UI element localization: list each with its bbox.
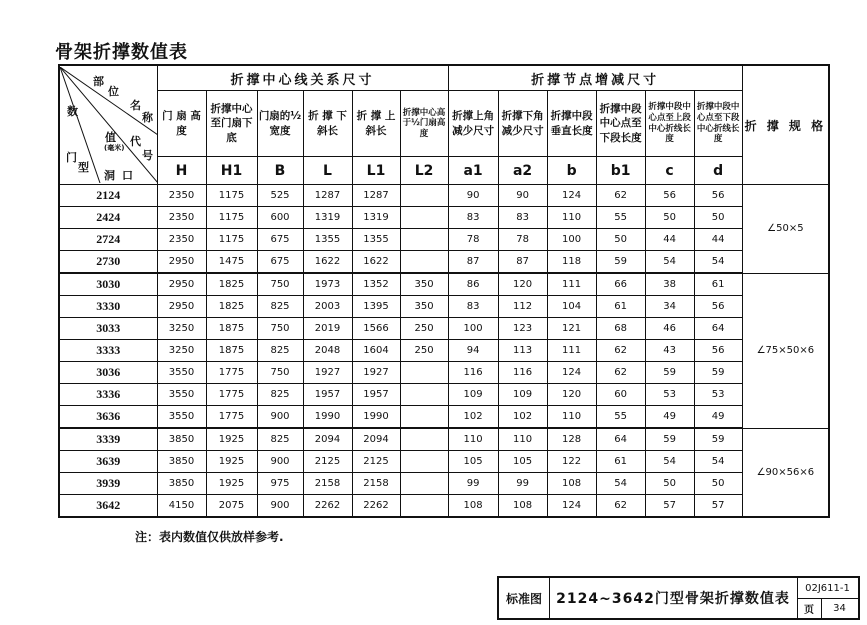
door-type-cell: 3639 [59,451,157,473]
value-cell: 116 [448,362,498,384]
value-cell: 108 [547,473,596,495]
code-11: d [694,157,742,185]
subhead-7: 折撑下角减少尺寸 [498,91,547,157]
value-cell: 1775 [206,362,257,384]
subhead-10: 折撑中段中心点至上段中心折线长度 [645,91,694,157]
code-3: L [303,157,352,185]
title-block-page: 34 [833,602,846,614]
value-cell: 1775 [206,406,257,429]
value-cell: 109 [448,384,498,406]
corner-wei: 位 [108,85,119,98]
subhead-11: 折撑中段中心点至下段中心折线长度 [694,91,742,157]
subhead-2: 门扇的½宽度 [257,91,303,157]
value-cell: 2158 [352,473,400,495]
value-cell: 4150 [157,495,206,518]
value-cell: 825 [257,428,303,451]
value-cell: 1925 [206,473,257,495]
table-row [59,362,829,384]
value-cell: 118 [547,251,596,274]
value-cell: 78 [448,229,498,251]
value-cell: 55 [596,207,645,229]
value-cell [400,229,448,251]
table-body [59,185,829,518]
value-cell: 121 [547,318,596,340]
value-cell: 2262 [303,495,352,518]
corner-dong: 洞 [104,169,115,182]
page-title: 骨架折撑数值表 [55,42,188,63]
value-cell: 68 [596,318,645,340]
value-cell: 2350 [157,229,206,251]
value-cell: 64 [596,428,645,451]
value-cell: 3850 [157,428,206,451]
value-cell: 34 [645,296,694,318]
table-row [59,406,829,429]
code-0: H [157,157,206,185]
value-cell: 83 [448,207,498,229]
corner-haomi: (毫米) [104,144,125,152]
value-cell [400,362,448,384]
value-cell: 750 [257,273,303,296]
value-cell: 1287 [352,185,400,207]
value-cell: 61 [596,296,645,318]
value-cell: 3550 [157,362,206,384]
value-cell: 124 [547,185,596,207]
value-cell: 94 [448,340,498,362]
value-cell: 2350 [157,207,206,229]
value-cell: 3850 [157,473,206,495]
value-cell: 105 [448,451,498,473]
value-cell: 1973 [303,273,352,296]
value-cell: 975 [257,473,303,495]
value-cell: 825 [257,296,303,318]
value-cell: 43 [645,340,694,362]
door-type-cell: 3642 [59,495,157,518]
value-cell: 116 [498,362,547,384]
value-cell: 1825 [206,296,257,318]
value-cell: 59 [694,362,742,384]
value-cell: 87 [498,251,547,274]
value-cell: 83 [498,207,547,229]
value-cell: 44 [694,229,742,251]
door-type-cell: 3330 [59,296,157,318]
value-cell: 62 [596,340,645,362]
value-cell: 750 [257,362,303,384]
value-cell: 123 [498,318,547,340]
corner-kou: 口 [122,169,133,182]
value-cell: 900 [257,495,303,518]
value-cell: 57 [645,495,694,518]
corner-ming: 名 [130,99,141,112]
value-cell: 120 [498,273,547,296]
strut-value-table [58,64,830,518]
table-row [59,473,829,495]
value-cell [400,451,448,473]
title-block [497,576,860,620]
value-cell: 1622 [352,251,400,274]
value-cell: 2950 [157,251,206,274]
value-cell [400,428,448,451]
footnote: 注：表内数值仅供放样参考. [135,530,284,544]
value-cell: 1355 [352,229,400,251]
value-cell: 1622 [303,251,352,274]
value-cell: 38 [645,273,694,296]
code-9: b1 [596,157,645,185]
value-cell: 1957 [352,384,400,406]
value-cell: 2094 [352,428,400,451]
value-cell: 1927 [352,362,400,384]
value-cell: 120 [547,384,596,406]
angle-spec-cell: ∠75×50×6 [742,273,829,428]
corner-zhi: 值 [105,131,116,144]
value-cell: 128 [547,428,596,451]
value-cell: 3550 [157,384,206,406]
title-block-code: 02J611-1 [797,578,858,599]
code-5: L2 [400,157,448,185]
value-cell: 900 [257,406,303,429]
value-cell: 2125 [352,451,400,473]
value-cell: 2158 [303,473,352,495]
value-cell: 1990 [303,406,352,429]
value-cell: 675 [257,251,303,274]
value-cell: 2125 [303,451,352,473]
value-cell: 110 [547,406,596,429]
value-cell: 59 [645,362,694,384]
value-cell: 250 [400,318,448,340]
value-cell: 105 [498,451,547,473]
door-type-cell: 2124 [59,185,157,207]
value-cell: 100 [547,229,596,251]
value-cell: 1875 [206,340,257,362]
table-row [59,185,829,207]
value-cell: 113 [498,340,547,362]
value-cell: 1875 [206,318,257,340]
value-cell: 66 [596,273,645,296]
value-cell: 104 [547,296,596,318]
table-row [59,296,829,318]
value-cell: 600 [257,207,303,229]
code-4: L1 [352,157,400,185]
value-cell: 1825 [206,273,257,296]
table-row [59,273,829,296]
angle-spec-cell: ∠50×5 [742,185,829,274]
value-cell: 99 [448,473,498,495]
subhead-1: 折撑中心至门扇下底 [206,91,257,157]
subhead-4: 折 撑 上斜长 [352,91,400,157]
door-type-cell: 2424 [59,207,157,229]
door-type-cell: 3033 [59,318,157,340]
value-cell: 78 [498,229,547,251]
value-cell: 102 [448,406,498,429]
value-cell [400,207,448,229]
corner-shu: 数 [67,105,78,118]
code-10: c [645,157,694,185]
value-cell: 102 [498,406,547,429]
value-cell: 55 [596,406,645,429]
value-cell: 1355 [303,229,352,251]
title-block-page-label: 页 [797,598,822,618]
value-cell: 108 [498,495,547,518]
value-cell: 122 [547,451,596,473]
door-type-cell: 3336 [59,384,157,406]
value-cell: 110 [498,428,547,451]
value-cell: 90 [498,185,547,207]
subhead-0: 门 扇 高 度 [157,91,206,157]
value-cell: 1319 [303,207,352,229]
value-cell: 675 [257,229,303,251]
value-cell [400,473,448,495]
subhead-5: 折撑中心高于½门扇高度 [400,91,448,157]
table-row [59,251,829,274]
table-row [59,428,829,451]
door-type-cell: 3939 [59,473,157,495]
value-cell: 2075 [206,495,257,518]
value-cell: 56 [645,185,694,207]
value-cell: 87 [448,251,498,274]
value-cell: 2950 [157,273,206,296]
value-cell [400,406,448,429]
value-cell: 54 [645,451,694,473]
corner-hao: 号 [142,149,153,162]
value-cell: 50 [694,473,742,495]
value-cell: 90 [448,185,498,207]
value-cell: 3250 [157,318,206,340]
value-cell: 112 [498,296,547,318]
table-row [59,451,829,473]
code-7: a2 [498,157,547,185]
value-cell: 62 [596,185,645,207]
value-cell [400,384,448,406]
table-row [59,340,829,362]
value-cell: 50 [596,229,645,251]
value-cell: 2950 [157,296,206,318]
corner-cheng: 称 [142,111,153,124]
value-cell: 108 [448,495,498,518]
value-cell: 900 [257,451,303,473]
value-cell: 110 [448,428,498,451]
value-cell: 61 [596,451,645,473]
value-cell: 1775 [206,384,257,406]
code-2: B [257,157,303,185]
title-block-label: 标准图 [499,578,550,618]
value-cell: 1957 [303,384,352,406]
value-cell: 3850 [157,451,206,473]
value-cell: 61 [694,273,742,296]
value-cell: 44 [645,229,694,251]
value-cell: 49 [645,406,694,429]
value-cell: 62 [596,495,645,518]
value-cell: 64 [694,318,742,340]
value-cell: 825 [257,340,303,362]
door-type-cell: 3030 [59,273,157,296]
value-cell: 53 [694,384,742,406]
corner-men: 门 [66,151,77,164]
value-cell: 56 [694,340,742,362]
door-type-cell: 3036 [59,362,157,384]
value-cell: 99 [498,473,547,495]
value-cell: 59 [596,251,645,274]
value-cell: 3550 [157,406,206,429]
value-cell: 2350 [157,185,206,207]
value-cell: 525 [257,185,303,207]
value-cell: 46 [645,318,694,340]
value-cell: 86 [448,273,498,296]
subhead-9: 折撑中段中心点至下段长度 [596,91,645,157]
value-cell: 56 [694,185,742,207]
value-cell: 1175 [206,229,257,251]
value-cell: 1175 [206,207,257,229]
code-1: H1 [206,157,257,185]
spec-column-header: 折 撑 规 格 [742,65,829,185]
door-type-cell: 3636 [59,406,157,429]
group-node-adjustments: 折撑节点增减尺寸 [448,65,742,91]
value-cell: 1287 [303,185,352,207]
value-cell: 49 [694,406,742,429]
value-cell: 3250 [157,340,206,362]
table-row [59,318,829,340]
value-cell: 54 [694,251,742,274]
subhead-3: 折 撑 下斜长 [303,91,352,157]
value-cell: 2094 [303,428,352,451]
value-cell: 1319 [352,207,400,229]
value-cell: 111 [547,273,596,296]
value-cell [400,185,448,207]
value-cell: 2048 [303,340,352,362]
value-cell: 1604 [352,340,400,362]
angle-spec-cell: ∠90×56×6 [742,428,829,517]
subhead-6: 折撑上角减少尺寸 [448,91,498,157]
table-row [59,207,829,229]
door-type-cell: 2724 [59,229,157,251]
value-cell: 83 [448,296,498,318]
door-type-cell: 3333 [59,340,157,362]
value-cell: 110 [547,207,596,229]
title-block-title: 2124~3642门型骨架折撑数值表 [549,578,798,618]
table-row [59,384,829,406]
value-cell: 825 [257,384,303,406]
subhead-8: 折撑中段垂直长度 [547,91,596,157]
door-type-cell: 2730 [59,251,157,274]
value-cell: 59 [645,428,694,451]
value-cell: 2019 [303,318,352,340]
value-cell: 250 [400,340,448,362]
value-cell: 1352 [352,273,400,296]
value-cell: 2262 [352,495,400,518]
value-cell [400,495,448,518]
value-cell: 50 [645,473,694,495]
code-8: b [547,157,596,185]
value-cell: 124 [547,362,596,384]
value-cell: 1990 [352,406,400,429]
value-cell: 60 [596,384,645,406]
table-row [59,229,829,251]
value-cell: 50 [694,207,742,229]
value-cell: 1925 [206,451,257,473]
value-cell: 59 [694,428,742,451]
value-cell: 54 [694,451,742,473]
table-row [59,495,829,518]
value-cell: 53 [645,384,694,406]
value-cell: 111 [547,340,596,362]
value-cell: 100 [448,318,498,340]
value-cell: 1927 [303,362,352,384]
corner-header [59,65,157,185]
code-6: a1 [448,157,498,185]
value-cell: 1175 [206,185,257,207]
value-cell: 54 [596,473,645,495]
value-cell: 750 [257,318,303,340]
value-cell: 1395 [352,296,400,318]
value-cell: 350 [400,273,448,296]
value-cell [400,251,448,274]
value-cell: 54 [645,251,694,274]
value-cell: 62 [596,362,645,384]
value-cell: 2003 [303,296,352,318]
value-cell: 56 [694,296,742,318]
value-cell: 50 [645,207,694,229]
value-cell: 109 [498,384,547,406]
group-center-dimensions: 折撑中心线关系尺寸 [157,65,448,91]
value-cell: 57 [694,495,742,518]
data-table-wrapper [58,64,828,516]
corner-dai: 代 [130,135,141,148]
value-cell: 1566 [352,318,400,340]
value-cell: 1475 [206,251,257,274]
corner-bu: 部 [93,75,104,88]
value-cell: 350 [400,296,448,318]
corner-xing: 型 [78,161,89,174]
value-cell: 1925 [206,428,257,451]
door-type-cell: 3339 [59,428,157,451]
value-cell: 124 [547,495,596,518]
